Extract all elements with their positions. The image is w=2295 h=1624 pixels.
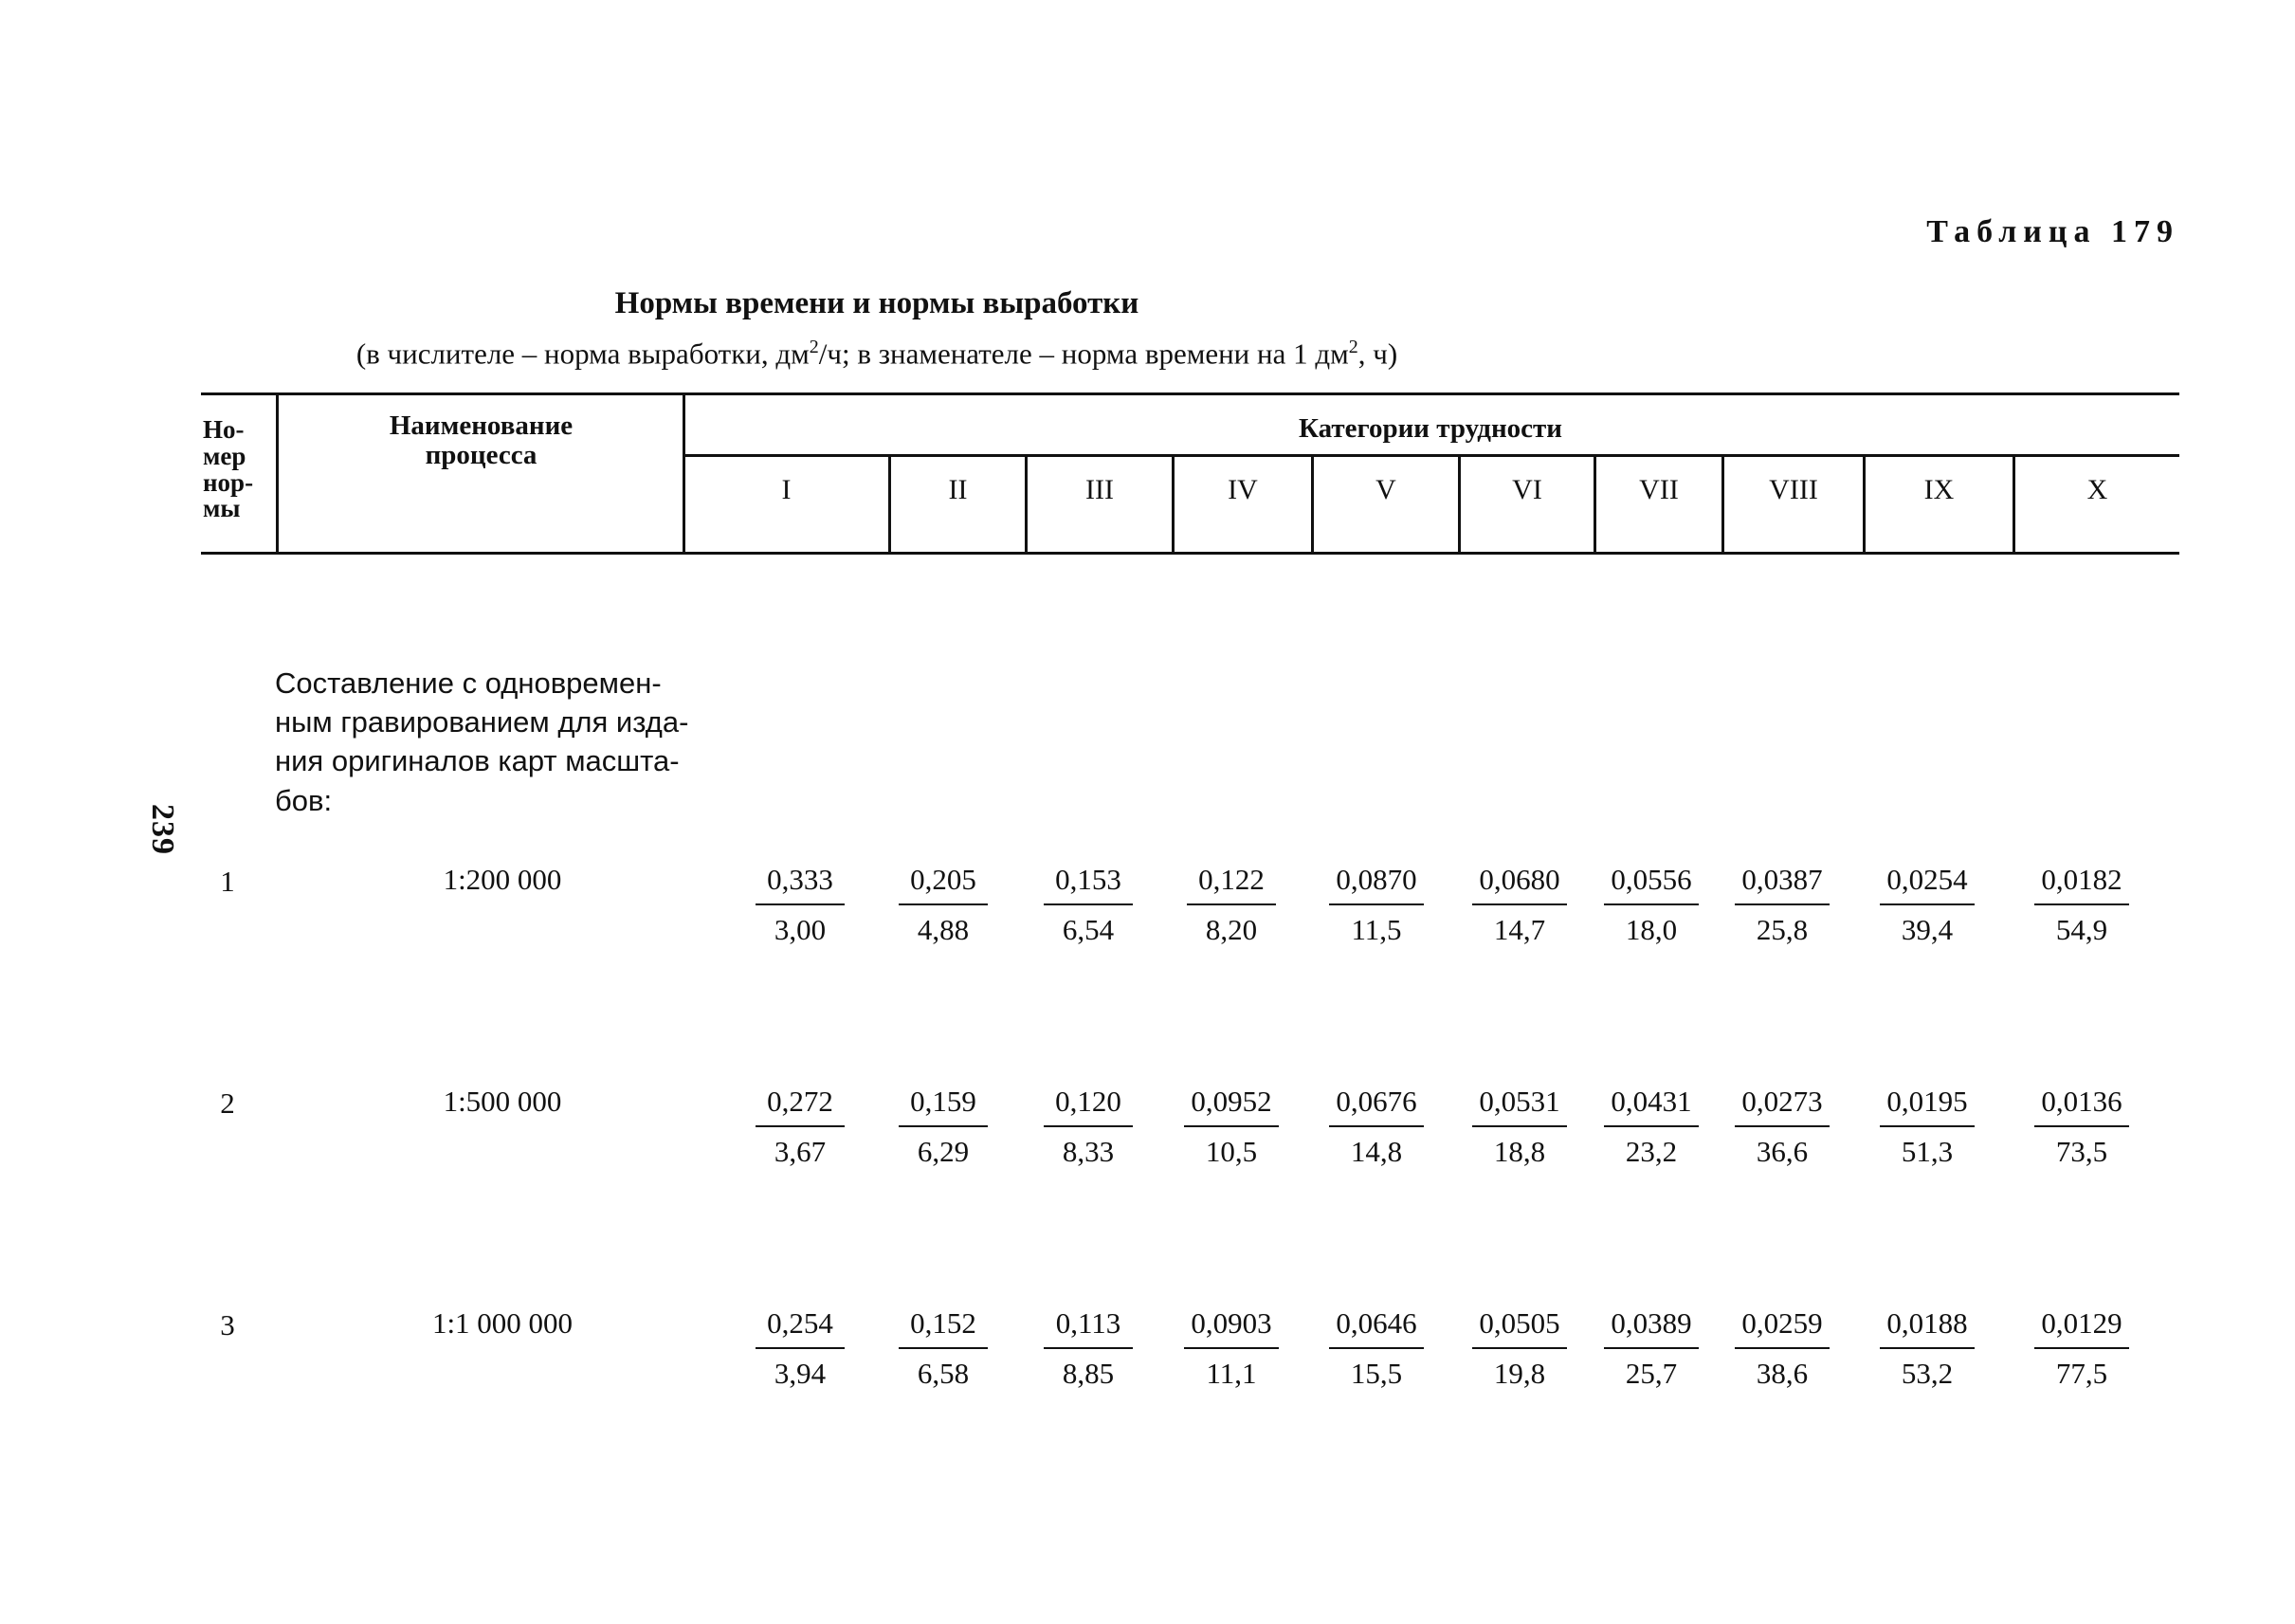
fraction-bar [756,1125,845,1127]
output-norm: 0,0903 [1191,1306,1272,1340]
fraction-cell [872,1083,1014,1171]
category-header-2: II [948,474,968,505]
subtitle-part-1: (в числителе – норма выработки, дм [355,337,810,371]
row-number: 2 [220,1086,235,1120]
output-norm: 0,333 [767,863,833,896]
output-norm: 0,120 [1055,1085,1121,1118]
page-number: 239 [145,804,180,855]
fraction-cell [1580,1305,1722,1393]
time-norm: 8,33 [1062,1135,1115,1168]
category-header-10: X [2086,474,2108,505]
output-norm: 0,0254 [1886,863,1968,896]
fraction-cell [1448,1083,1591,1171]
category-header-8: VIII [1769,474,1818,505]
fraction-bar [2034,1125,2129,1127]
fraction-cell [1711,1305,1853,1393]
time-norm: 38,6 [1756,1357,1809,1390]
fraction-bar [1735,1125,1830,1127]
fraction-cell [1448,861,1591,949]
fraction-bar [2034,903,2129,905]
fraction-cell [1160,861,1302,949]
category-header-6: VI [1512,474,1542,505]
output-norm: 0,0182 [2041,863,2122,896]
output-norm: 0,0531 [1479,1085,1560,1118]
time-norm: 6,54 [1062,913,1115,946]
table-title: Нормы времени и нормы выработки [614,286,1139,320]
output-norm: 0,0387 [1741,863,1823,896]
fraction-cell [2011,1083,2153,1171]
output-norm: 0,152 [910,1306,976,1340]
time-norm: 3,94 [774,1357,827,1390]
table-label: Таблица 179 [1926,214,2179,249]
fraction-bar [1880,1347,1975,1349]
fraction-bar [1604,1347,1699,1349]
header-top-rule [201,392,2179,395]
fraction-bar [1472,1125,1567,1127]
output-norm: 0,0505 [1479,1306,1560,1340]
time-norm: 51,3 [1901,1135,1954,1168]
fraction-bar [756,903,845,905]
fraction-cell [729,1083,871,1171]
time-norm: 15,5 [1350,1357,1403,1390]
fraction-cell [2011,861,2153,949]
categories-rule [684,454,2179,457]
time-norm: 19,8 [1493,1357,1546,1390]
fraction-cell [1711,861,1853,949]
time-norm: 25,8 [1756,913,1809,946]
category-header-9: IX [1923,474,1955,505]
fraction-cell [1856,861,1998,949]
output-norm: 0,0389 [1611,1306,1692,1340]
fraction-cell [1160,1305,1302,1393]
header-difficulty-categories: Категории трудности [1299,413,1562,444]
time-norm: 8,85 [1062,1357,1115,1390]
time-norm: 10,5 [1205,1135,1258,1168]
row-scale: 1:1 000 000 [431,1306,574,1340]
time-norm: 6,58 [917,1357,970,1390]
time-norm: 54,9 [2055,913,2108,946]
section-heading: Составление с одновремен- ным гравированием для изда- ния оригиналов карт масшта- бов: [275,666,689,817]
fraction-bar [1472,1347,1567,1349]
time-norm: 36,6 [1756,1135,1809,1168]
output-norm: 0,0136 [2041,1085,2122,1118]
category-header-3: III [1085,474,1114,505]
fraction-cell [1711,1083,1853,1171]
fraction-cell [1017,1083,1159,1171]
fraction-bar [1187,903,1276,905]
output-norm: 0,205 [910,863,976,896]
fraction-bar [1880,1125,1975,1127]
time-norm: 53,2 [1901,1357,1954,1390]
time-norm: 8,20 [1205,913,1258,946]
time-norm: 77,5 [2055,1357,2108,1390]
time-norm: 3,00 [774,913,827,946]
time-norm: 14,8 [1350,1135,1403,1168]
fraction-bar [2034,1347,2129,1349]
fraction-cell [2011,1305,2153,1393]
time-norm: 4,88 [917,913,970,946]
category-header-7: VII [1639,474,1679,505]
fraction-bar [1184,1347,1279,1349]
header-bottom-rule [201,552,2179,555]
output-norm: 0,0195 [1886,1085,1968,1118]
fraction-cell [1580,861,1722,949]
row-scale: 1:200 000 [443,863,562,896]
fraction-bar [1044,903,1133,905]
output-norm: 0,153 [1055,863,1121,896]
output-norm: 0,0680 [1479,863,1560,896]
output-norm: 0,122 [1198,863,1265,896]
fraction-cell [729,1305,871,1393]
fraction-cell [1305,1083,1448,1171]
fraction-bar [1044,1125,1133,1127]
fraction-bar [1472,903,1567,905]
fraction-bar [756,1347,845,1349]
output-norm: 0,0129 [2041,1306,2122,1340]
fraction-cell [1856,1305,1998,1393]
fraction-cell [1856,1083,1998,1171]
fraction-bar [1604,903,1699,905]
time-norm: 73,5 [2055,1135,2108,1168]
row-scale: 1:500 000 [443,1085,562,1118]
header-process-name: Наименование процесса [389,411,574,471]
time-norm: 11,1 [1206,1357,1257,1390]
fraction-bar [1735,1347,1830,1349]
fraction-bar [1329,1347,1424,1349]
subtitle-part-3: , ч) [1357,337,1398,371]
output-norm: 0,0431 [1611,1085,1692,1118]
fraction-cell [729,861,871,949]
fraction-bar [1329,1125,1424,1127]
header-norm-number: Но- мер нор- мы [203,415,254,523]
output-norm: 0,113 [1055,1306,1121,1340]
fraction-cell [872,861,1014,949]
fraction-bar [1735,903,1830,905]
category-header-1: I [781,474,792,505]
subtitle-part-2: /ч; в знаменателе – норма времени на 1 дм [818,337,1349,371]
time-norm: 39,4 [1901,913,1954,946]
output-norm: 0,0870 [1336,863,1417,896]
row-number: 1 [220,865,235,898]
output-norm: 0,0556 [1611,863,1692,896]
output-norm: 0,254 [767,1306,833,1340]
category-header-4: IV [1228,474,1258,505]
time-norm: 18,8 [1493,1135,1546,1168]
subtitle-superscript-2: 2 [1348,337,1358,357]
fraction-bar [1044,1347,1133,1349]
subtitle-superscript-1: 2 [809,337,819,357]
fraction-cell [1305,1305,1448,1393]
time-norm: 6,29 [917,1135,970,1168]
output-norm: 0,0676 [1336,1085,1417,1118]
output-norm: 0,272 [767,1085,833,1118]
fraction-cell [1160,1083,1302,1171]
category-header-5: V [1375,474,1396,505]
output-norm: 0,159 [910,1085,976,1118]
output-norm: 0,0259 [1741,1306,1823,1340]
time-norm: 23,2 [1625,1135,1678,1168]
fraction-bar [1184,1125,1279,1127]
time-norm: 3,67 [774,1135,827,1168]
table-subtitle [237,337,1517,371]
output-norm: 0,0646 [1336,1306,1417,1340]
fraction-bar [1880,903,1975,905]
output-norm: 0,0952 [1191,1085,1272,1118]
fraction-cell [1580,1083,1722,1171]
fraction-cell [872,1305,1014,1393]
fraction-bar [899,1347,988,1349]
fraction-bar [1604,1125,1699,1127]
output-norm: 0,0273 [1741,1085,1823,1118]
fraction-bar [1329,903,1424,905]
time-norm: 25,7 [1625,1357,1678,1390]
fraction-cell [1305,861,1448,949]
row-number: 3 [220,1308,235,1341]
time-norm: 14,7 [1493,913,1546,946]
time-norm: 18,0 [1625,913,1678,946]
fraction-cell [1017,861,1159,949]
fraction-cell [1448,1305,1591,1393]
fraction-bar [899,1125,988,1127]
output-norm: 0,0188 [1886,1306,1968,1340]
time-norm: 11,5 [1351,913,1402,946]
fraction-cell [1017,1305,1159,1393]
fraction-bar [899,903,988,905]
